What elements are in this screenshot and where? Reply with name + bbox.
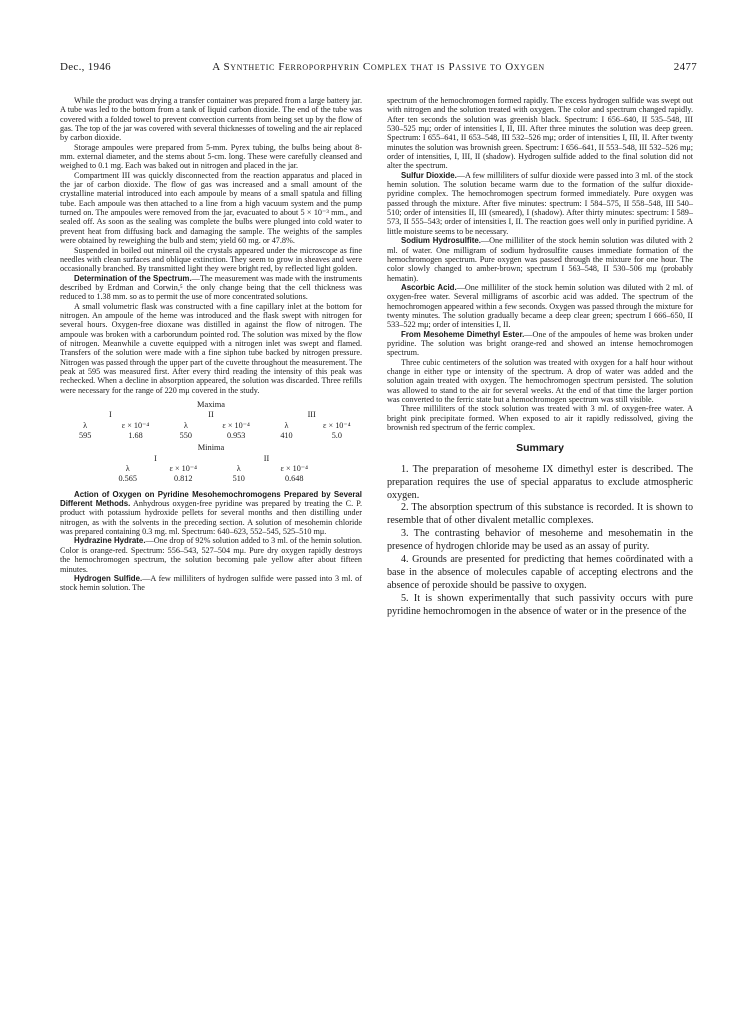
maxima-table (60, 400, 362, 440)
paragraph-text: —A few milliliters of sulfur dioxide were passed into 3 ml. of the stock hemin solution. The solution became warm due to the formation of the sulfur dioxide-pyridine complex. The hemochromogen spectrum formed immediately. Pure oxygen was passed through the mixture. After five minutes: spectrum: I 584–575, II 558–548, III 540–510; order of intensities II, III (smeared), I (shadow). After thirty minutes: spectrum: I 589–573, II 555–543; order of intensities I, II. The reaction goes well only in purified pyridine. A little moisture seems to be necessary. (387, 170, 693, 236)
paragraph-text: —One milliliter of the stock hemin solution was diluted with 2 ml. of oxygen-free water. Several milligrams of ascorbic acid was added. The spectrum of the hemochromogen appeared within a few seconds. Oxygen was passed through the mixture for twenty minutes. The solution gradually became a deep clear green; spectrum I 666–650, II 533–522 mμ; order of intensities I, II. (387, 282, 693, 330)
summary-list (387, 464, 693, 619)
maxima-title: Maxima (197, 400, 225, 409)
paragraph: Compartment III was quickly disconnected from the reaction apparatus and placed in the jar of carbon dioxide. The flow of gas was increased and a small amount of the crystalline material introduced into each ampoule by means of a small spatula and filling tube. Each ampoule was then attached to a line from a high vacuum system and the pump turned on. The ampoules were removed from the jar, evacuated to about 5 × 10⁻³ mm., and sealed off. As soon as the sealing was complete the bulbs were plunged into cold water to prevent heat from diffusing back and damaging the sample. The weights of the samples were obtained by reweighing the bulb and stem; yield 60 mg. or 47.8%. (60, 170, 362, 246)
paragraph-text: —One drop of 92% solution added to 3 ml. of the hemin solution. Color is orange-red. Spectrum: 556–543, 527–504 mμ. Pure dry oxygen rapidly destroys the hemochromogen spectrum, the solution becoming pale yellow after about fifteen minutes. (60, 536, 362, 574)
table-cell: 5.0 (331, 431, 342, 441)
minima-band-labels (60, 454, 362, 463)
run-in-heading: Sulfur Dioxide. (401, 170, 457, 180)
column-header: ε × 10⁻⁴ (280, 464, 308, 474)
paragraph: Three milliliters of the stock solution was treated with 3 ml. of oxygen-free water. A bright pink precipitate formed. When exposed to air it rapidly redissolved, giving the brownish red spectrum of the ferric complex. (387, 404, 693, 433)
paragraph: Three cubic centimeters of the solution was treated with oxygen for a half hour without change in either type or intensity of the spectrum. A drop of water was added and the solution again treated with oxygen. The hemochromogen spectrum persisted. The solution was allowed to stand to the air for several weeks. At the end of that time the larger portion was converted to the ferric state but a hemochromogen spectrum was still visible. (387, 357, 693, 404)
band-label: I (154, 453, 157, 463)
column-header: ε × 10⁻⁴ (323, 420, 351, 430)
paragraph (387, 171, 693, 236)
table-cell: 1.68 (128, 431, 143, 441)
paragraph (60, 490, 362, 537)
table-cell: 510 (232, 474, 245, 484)
summary-item: 1. The preparation of mesoheme IX dimethyl ester is described. The preparation requires the use of special apparatus to exclude atmospheric oxygen. (387, 463, 693, 501)
band-label: III (307, 410, 316, 420)
table-cell: 0.565 (118, 474, 137, 484)
paragraph (60, 274, 362, 302)
minima-title: Minima (197, 443, 225, 453)
paragraph-text: —A few milliliters of hydrogen sulfide were passed into 3 ml. of stock hemin solution. The (60, 573, 363, 593)
column-header: ε × 10⁻⁴ (222, 420, 250, 430)
maxima-band-labels (60, 410, 362, 419)
paragraph: While the product was drying a transfer container was prepared from a large battery jar. A tube was led to the bottom from a tank of liquid carbon dioxide. The end of the tube was covered with a folded towel to prevent convection currents from being set up by the flow of gas. The top of the jar was covered with several thicknesses of toweling and the air replaced by carbon dioxide. (60, 96, 362, 143)
column-header: λ (236, 464, 241, 474)
minima-table (60, 443, 362, 483)
paragraph (60, 574, 362, 593)
table-cell: 0.953 (226, 431, 246, 441)
page-number: 2477 (673, 61, 697, 73)
paragraph-text: —One of the ampoules of heme was broken under pyridine. The solution was bright orange-red and showed an intense hemochromogen spectrum. (387, 329, 693, 358)
paragraph: Storage ampoules were prepared from 5-mm. Pyrex tubing, the bulbs being about 8-mm. external diameter, and the stems about 5-cm. long. These were carefully cleansed and weighed to 0.1 mg. Each was baked out in nitrogen and placed in the jar. (60, 142, 362, 171)
minima-value-row (60, 474, 362, 483)
paragraph (387, 283, 693, 330)
band-label: II (208, 410, 214, 420)
band-label: II (263, 453, 270, 463)
table-cell: 410 (280, 431, 293, 441)
column-header: λ (284, 420, 289, 430)
paragraph: spectrum of the hemochromogen formed rapidly. The excess hydrogen sulfide was swept out with nitrogen and the solution treated with oxygen. The color and spectrum changed rapidly. After ten seconds the solution was greenish black. Spectrum: I 656–640, II 535–548, III 530–525 mμ; order of intensities I, II, III. After three minutes the solution was deep green. Spectrum: I 655–641, II 653–548, III 532–526 mμ; order of intensities I, III, II. After twenty minutes the solution was brownish green. Spectrum: I 656–641, II 553–548, III 532–526 mμ; order of intensities, I, III, II (shadow). Hydrogen sulfide added to the final solution did not alter the spectrum. (387, 96, 693, 171)
paragraph: A small volumetric flask was constructed with a fine capillary inlet at the bottom for nitrogen. An ampoule of the heme was introduced and the flask swept with nitrogen for several hours. Oxygen-free dioxane was distilled in against the flow of nitrogen. The ampoule was broken with a carborundum pointed rod. The solution was mixed by the flow of nitrogen. Meanwhile a cuvette equipped with a nitrogen inlet was swept and flamed. Transfers of the solution were made with a fine siphon tube backed by nitrogen pressure. Nitrogen was passed through the upper part of the cuvette throughout the measurement. The peak at 595 was measured first. After every third reading the intensity of this peak was rechecked. When a decline in absorption appeared, the solution was discarded. Three refills were necessary for the range of 220 mμ covered in the study. (60, 301, 362, 395)
minima-header-row (60, 464, 362, 473)
table-cell: 550 (179, 431, 192, 441)
run-in-heading: From Mesoheme Dimethyl Ester. (401, 329, 525, 339)
paragraph-text: Anhydrous oxygen-free pyridine was prepared by treating the C. P. product with potassium hydroxide pellets for several months and then distilling under nitrogen, as with the solvents in the preceding section. A solution of mesohemin chloride was prepared containing 0.3 mg. ml. Spectrum: 640–623, 552–545, 525–510 mμ. (60, 499, 362, 537)
run-in-heading: Determination of the Spectrum. (74, 273, 192, 283)
run-in-heading: Hydrogen Sulfide. (74, 573, 143, 583)
run-in-heading: Ascorbic Acid. (401, 282, 457, 292)
summary-item: 3. The contrasting behavior of mesoheme and mesohematin in the presence of hydrogen chloride may be used as an assay of purity. (387, 528, 693, 553)
table-cell: 0.648 (285, 474, 304, 484)
paragraph-text: —One milliliter of the stock hemin solution was diluted with 2 ml. of water. One milligram of sodium hydrosulfite causes immediate formation of the hemochromogen spectrum. Pure oxygen was passed through the mixture for one hour. The color slowly changed to amber-brown; spectrum I 563–548, II 530–506 mμ (probably hematin). (387, 236, 693, 283)
paragraph (387, 330, 693, 358)
left-column (60, 96, 362, 593)
running-header (60, 61, 697, 77)
column-header: ε × 10⁻⁴ (169, 464, 197, 474)
paragraph: Suspended in boiled out mineral oil the crystals appeared under the microscope as fine needles with clean surfaces and oblique extinction. They seem to grow in sheaves and were occasionally branched. By transmitted light they were bright red, by reflected light golden. (60, 245, 362, 274)
column-header: λ (125, 464, 130, 474)
run-in-heading: Hydrazine Hydrate. (74, 536, 146, 546)
column-header: ε × 10⁻⁴ (121, 420, 150, 430)
paragraph (60, 536, 362, 573)
summary-heading: Summary (516, 442, 564, 455)
band-label: I (108, 410, 112, 420)
table-cell: 0.812 (174, 474, 193, 484)
run-in-heading: Sodium Hydrosulfite. (401, 236, 481, 246)
maxima-value-row (60, 431, 362, 440)
summary-item: 2. The absorption spectrum of this substance is recorded. It is shown to resemble that of other divalent metallic complexes. (387, 502, 693, 527)
header-title: A Synthetic Ferroporphyrin Complex that is Passive to Oxygen (212, 61, 545, 73)
right-column (387, 96, 693, 619)
paragraph (387, 236, 693, 283)
maxima-header-row (60, 421, 362, 430)
table-cell: 595 (79, 431, 92, 441)
column-header: λ (83, 420, 88, 430)
run-in-heading: Action of Oxygen on Pyridine Mesohemochromogens Prepared by Several Different Methods. (60, 489, 362, 509)
column-header: λ (183, 420, 188, 430)
paragraph-text: —The measurement was made with the instruments described by Erdman and Corwin,⁵ the only change being that the cell thickness was reduced to 1.38 mm. so as to permit the use of more concentrated solutions. (60, 273, 362, 302)
summary-item: 5. It is shown experimentally that such passivity occurs with pure pyridine hemochromogen in the absence of water or in the presence of the (387, 592, 693, 617)
summary-item: 4. Grounds are presented for predicting that hemes coördinated with a base in the absence of molecules capable of accepting electrons and the absence of peroxide should be passive to oxygen. (387, 554, 693, 591)
header-date: Dec., 1946 (60, 61, 111, 73)
